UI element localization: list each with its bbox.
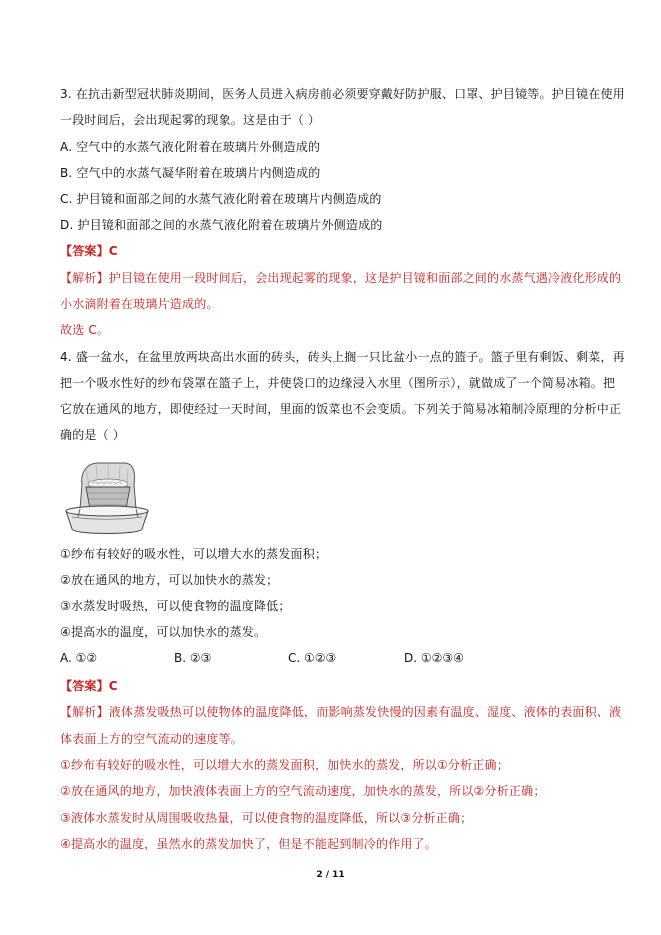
- q4-statement-2: ②放在通风的地方，可以加快水的蒸发；: [60, 573, 279, 587]
- q3-analysis-line-2: 小水滴附着在玻璃片造成的。: [60, 297, 219, 311]
- q3-conclusion: 故选 C。: [60, 323, 110, 337]
- q4-analysis-line-3: ①纱布有较好的吸水性，可以增大水的蒸发面积，加快水的蒸发，所以①分析正确；: [60, 758, 509, 772]
- q4-stem-line-1: 4. 盛一盆水，在盆里放两块高出水面的砖头，砖头上搁一只比盆小一点的篮子。篮子里有剩饭、剩菜，再: [60, 350, 625, 364]
- q3-stem-line-1: 3. 在抗击新型冠状肺炎期间，医务人员进入病房前必须要穿戴好防护服、口罩、护目镜等。护目镜在使用: [60, 87, 625, 101]
- q4-stem-line-2: 把一个吸水性好的纱布袋罩在篮子上，并使袋口的边缘浸入水里（图所示），就做成了一个简易冰箱。把: [60, 376, 616, 390]
- q4-option-b: B. ②③: [174, 651, 212, 665]
- q4-analysis-line-1: 【解析】液体蒸发吸热可以使物体的温度降低，而影响蒸发快慢的因素有温度、湿度、液体的表面积、液: [60, 705, 622, 719]
- q3-analysis-line-1: 【解析】护目镜在使用一段时间后，会出现起雾的现象，这是护目镜和面部之间的水蒸气遇冷液化形成的: [60, 271, 622, 285]
- q3-stem-line-2: 一段时间后，会出现起雾的现象。这是由于（ ）: [60, 113, 321, 127]
- q4-statement-3: ③水蒸发时吸热，可以使食物的温度降低；: [60, 599, 291, 613]
- q3-answer: 【答案】C: [60, 244, 118, 258]
- q4-option-c: C. ①②③: [288, 651, 337, 665]
- q4-stem-line-3: 它放在通风的地方，即使经过一天时间，里面的饭菜也不会变质。下列关于简易冰箱制冷原理的分析中正: [60, 402, 622, 416]
- q4-analysis-line-2: 体表面上方的空气流动的速度等。: [60, 732, 244, 746]
- page-number: 2 / 11: [316, 870, 345, 880]
- q4-answer: 【答案】C: [60, 679, 118, 693]
- q4-analysis-line-4: ②放在通风的地方，加快液体表面上方的空气流动速度，加快水的蒸发，所以②分析正确；: [60, 784, 546, 798]
- q4-analysis-line-6: ④提高水的温度，虽然水的蒸发加快了，但是不能起到制冷的作用了。: [60, 837, 437, 851]
- q4-statement-4: ④提高水的温度，可以加快水的蒸发。: [60, 625, 267, 639]
- q4-statement-1: ①纱布有较好的吸水性，可以增大水的蒸发面积；: [60, 547, 328, 561]
- q3-option-b: B. 空气中的水蒸气凝华附着在玻璃片内侧造成的: [60, 166, 321, 180]
- q3-option-a: A. 空气中的水蒸气液化附着在玻璃片外侧造成的: [60, 140, 321, 154]
- q3-option-d: D. 护目镜和面部之间的水蒸气液化附着在玻璃片外侧造成的: [60, 218, 383, 232]
- q4-options-row: [60, 650, 605, 666]
- simple-icebox-figure: [62, 457, 152, 537]
- q4-option-d: D. ①②③④: [404, 651, 464, 665]
- q3-option-c: C. 护目镜和面部之间的水蒸气液化附着在玻璃片内侧造成的: [60, 192, 382, 206]
- q4-option-a: A. ①②: [60, 651, 98, 665]
- q4-analysis-line-5: ③液体水蒸发时从周围吸收热量，可以使食物的温度降低，所以③分析正确；: [60, 811, 473, 825]
- q4-stem-line-4: 确的是（ ）: [60, 428, 126, 442]
